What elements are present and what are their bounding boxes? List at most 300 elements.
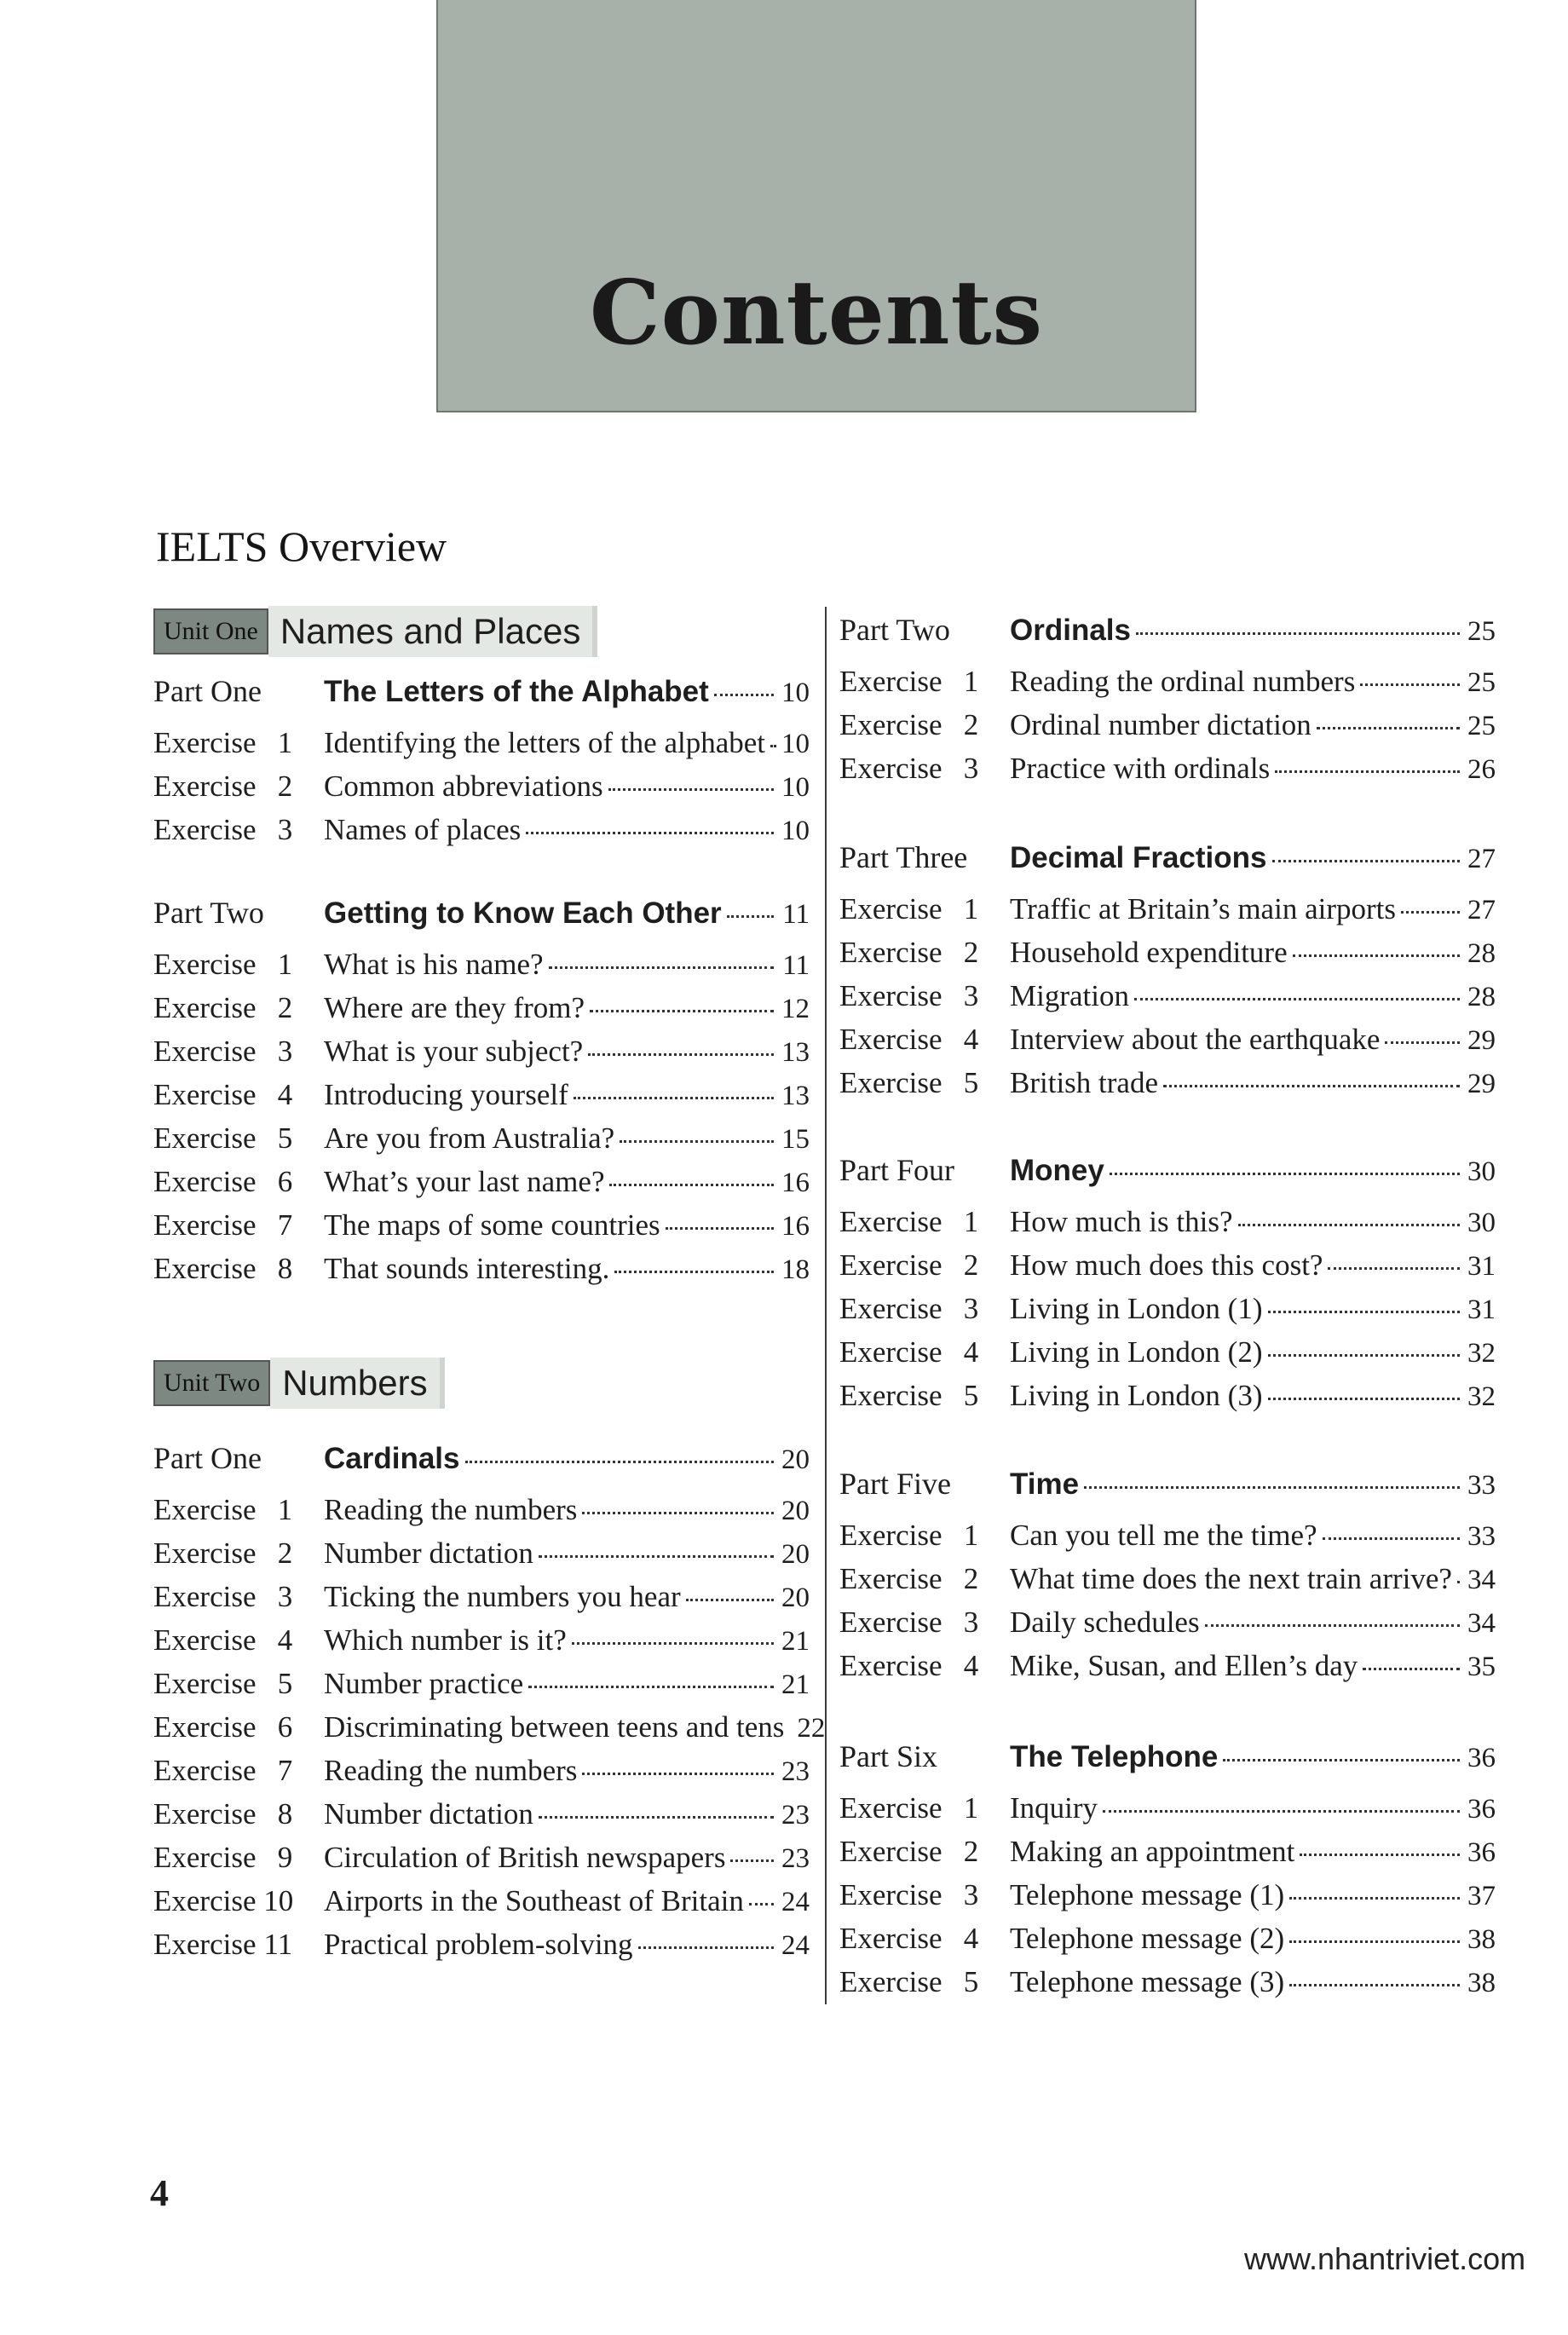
entry-number: 8 [277,1252,293,1285]
entry-label: Exercise 1 [153,1493,293,1526]
toc-exercise[interactable] [839,1379,1496,1420]
entry-label: Exercise 8 [153,1797,293,1831]
dot-leader [686,1598,774,1601]
entry-number: 5 [963,1379,979,1412]
entry-label: Exercise 3 [153,1035,293,1068]
dot-leader [1328,1266,1460,1270]
dot-leader [1323,1536,1460,1540]
dot-leader [528,1685,774,1688]
toc-exercise[interactable] [839,1335,1496,1376]
dot-leader [1385,1041,1460,1044]
entry-number: 3 [277,1580,293,1613]
entry-label: Part Two [839,613,950,647]
entry-page-number: 29 [1467,1069,1496,1099]
entry-page-number: 33 [1467,1521,1496,1552]
entry-number: 3 [963,1292,979,1325]
toc-part[interactable] [839,1152,1496,1193]
entry-label: Exercise 1 [839,1205,979,1238]
toc-exercise[interactable] [153,770,810,810]
entry-title: Living in London (2) [1010,1335,1263,1369]
entry-number: 5 [963,1965,979,1998]
entry-number: 4 [277,1078,293,1111]
entry-page-number: 25 [1467,667,1496,698]
entry-number: 7 [277,1208,293,1242]
toc-exercise[interactable] [839,752,1496,793]
toc-exercise[interactable] [153,1208,810,1249]
entry-title: Getting to Know Each Other [324,897,722,930]
toc-exercise[interactable] [153,813,810,854]
entry-label: Exercise 3 [839,1878,979,1911]
toc-part[interactable] [153,673,810,714]
entry-label: Part Six [839,1739,938,1773]
toc-part[interactable] [839,839,1496,880]
entry-page-number: 20 [781,1444,810,1475]
toc-part[interactable] [839,612,1496,653]
dot-leader [539,1554,774,1558]
entry-number: 8 [277,1797,293,1831]
entry-label: Exercise 4 [839,1335,979,1369]
entry-label: Exercise 5 [839,1965,979,1998]
dot-leader [1103,1809,1460,1813]
entry-number: 1 [963,665,979,698]
toc-exercise[interactable] [839,1562,1496,1603]
entry-page-number: 22 [797,1713,826,1744]
entry-title: What is your subject? [324,1035,584,1068]
dot-leader [749,1902,774,1905]
entry-page-number: 34 [1467,1608,1496,1639]
entry-number: 6 [277,1165,293,1198]
toc-exercise[interactable] [839,1519,1496,1560]
dot-leader [1110,1172,1460,1175]
dot-leader [539,1815,774,1819]
entry-title: Number practice [324,1667,524,1700]
entry-label: Exercise 1 [839,665,979,698]
dot-leader [614,1270,774,1273]
toc-exercise[interactable] [839,708,1496,749]
entry-number: 5 [277,1667,293,1700]
entry-label: Exercise 2 [153,991,293,1024]
dot-leader [620,1139,774,1143]
entry-number: 2 [277,991,293,1024]
entry-title: Interview about the earthquake [1010,1023,1381,1056]
toc-exercise[interactable] [839,1922,1496,1963]
entry-page-number: 20 [781,1539,810,1570]
entry-number: 10 [263,1884,294,1917]
entry-label: Exercise 1 [153,726,293,759]
entry-label: Exercise 8 [153,1252,293,1285]
toc-exercise[interactable] [839,1292,1496,1333]
entry-number: 3 [963,1606,979,1639]
dot-leader [714,693,774,696]
entry-number: 1 [963,1519,979,1552]
entry-number: 1 [277,948,293,981]
toc-exercise[interactable] [839,892,1496,933]
toc-part[interactable] [153,1440,810,1481]
entry-number: 3 [963,979,979,1012]
entry-title: That sounds interesting. [324,1252,610,1285]
entry-title: Household expenditure [1010,936,1288,969]
entry-page-number: 27 [1467,895,1496,925]
entry-page-number: 10 [781,816,810,846]
entry-page-number: 36 [1467,1837,1496,1868]
entry-label: Exercise 3 [153,1580,293,1613]
entry-label: Exercise 7 [153,1208,293,1242]
entry-page-number: 16 [781,1211,810,1242]
toc-exercise[interactable] [153,1078,810,1119]
toc-exercise[interactable] [839,1878,1496,1919]
entry-label: Exercise 1 [839,1519,979,1552]
entry-title: What is his name? [324,948,544,981]
entry-label: Exercise 2 [839,936,979,969]
entry-label: Part Five [839,1467,951,1501]
entry-title: British trade [1010,1066,1158,1099]
entry-label: Exercise 4 [153,1078,293,1111]
dot-leader [1268,1353,1461,1357]
entry-title: Mike, Susan, and Ellen’s day [1010,1649,1358,1682]
entry-title: Money [1010,1154,1104,1187]
toc-exercise[interactable] [153,1580,810,1621]
dot-leader [1268,1310,1461,1313]
entry-number: 1 [277,1493,293,1526]
entry-page-number: 15 [781,1124,810,1155]
entry-page-number: 21 [781,1669,810,1700]
entry-page-number: 38 [1467,1924,1496,1955]
entry-label: Exercise 9 [153,1841,293,1874]
entry-page-number: 28 [1467,982,1496,1012]
entry-number: 3 [963,752,979,785]
entry-number: 2 [963,1562,979,1595]
entry-number: 3 [963,1878,979,1911]
toc-exercise[interactable] [153,1165,810,1206]
entry-title: Ordinals [1010,614,1131,647]
entry-title: Decimal Fractions [1010,841,1267,874]
entry-number: 5 [277,1121,293,1155]
dot-leader [465,1460,775,1463]
entry-title: Traffic at Britain’s main airports [1010,892,1396,925]
entry-number: 4 [277,1623,293,1657]
entry-label: Exercise 4 [839,1023,979,1056]
unit-title: Numbers [270,1358,444,1409]
entry-number: 4 [963,1023,979,1056]
entry-title: Which number is it? [324,1623,567,1657]
entry-number: 3 [277,1035,293,1068]
entry-page-number: 23 [781,1800,810,1831]
dot-leader [1360,683,1460,686]
entry-page-number: 11 [782,950,810,981]
entry-number: 4 [963,1649,979,1682]
entry-label: Exercise 2 [153,770,293,803]
entry-title: Migration [1010,979,1129,1012]
unit-two-header [153,1355,445,1411]
entry-page-number: 30 [1467,1208,1496,1238]
toc-exercise[interactable] [839,1023,1496,1064]
toc-exercise[interactable] [153,948,810,989]
toc-exercise[interactable] [153,1797,810,1838]
entry-title: How much is this? [1010,1205,1233,1238]
dot-leader [526,831,774,834]
entry-title: Ordinal number dictation [1010,708,1311,741]
toc-exercise[interactable] [153,1121,810,1162]
column-divider [825,607,827,2004]
entry-number: 11 [263,1928,293,1961]
entry-page-number: 11 [782,899,810,930]
entry-label: Exercise 1 [839,1791,979,1825]
entry-label: Exercise 3 [839,1292,979,1325]
entry-number: 4 [963,1335,979,1369]
entry-title: Telephone message (2) [1010,1922,1285,1955]
entry-label: Exercise 11 [153,1928,293,1961]
entry-page-number: 37 [1467,1881,1496,1911]
dot-leader [730,1859,774,1862]
dot-leader [574,1096,774,1099]
entry-number: 2 [277,770,293,803]
entry-page-number: 25 [1467,616,1496,647]
dot-leader [638,1946,774,1949]
entry-title: What’s your last name? [324,1165,605,1198]
dot-leader [590,1009,774,1012]
entry-title: Daily schedules [1010,1606,1200,1639]
entry-number: 2 [963,1835,979,1868]
entry-page-number: 34 [1467,1565,1496,1595]
entry-page-number: 32 [1467,1381,1496,1412]
entry-page-number: 20 [781,1496,810,1526]
dot-leader [1300,1853,1460,1856]
entry-label: Exercise 3 [153,813,293,846]
entry-page-number: 33 [1467,1470,1496,1501]
entry-title: Ticking the numbers you hear [324,1580,681,1613]
entry-label: Part Three [839,840,968,874]
entry-page-number: 20 [781,1583,810,1613]
toc-exercise[interactable] [839,665,1496,706]
entry-number: 3 [277,813,293,846]
entry-page-number: 18 [781,1254,810,1285]
entry-label: Exercise 6 [153,1710,293,1744]
entry-number: 4 [963,1922,979,1955]
entry-label: Exercise 1 [153,948,293,981]
toc-exercise[interactable] [153,1035,810,1075]
toc-part[interactable] [153,895,810,936]
entry-label: Exercise 2 [839,1835,979,1868]
entry-label: Part One [153,1441,262,1475]
entry-number: 1 [963,892,979,925]
toc-exercise[interactable] [839,979,1496,1020]
entry-title: Telephone message (3) [1010,1965,1285,1998]
dot-leader [1293,954,1460,957]
footer-url[interactable]: www.nhantriviet.com [1244,2241,1526,2276]
page-number: 4 [150,2172,169,2214]
dot-leader [1401,910,1460,914]
unit-badge: Unit Two [153,1360,270,1406]
entry-title: Common abbreviations [324,770,603,803]
entry-title: Discriminating between teens and tens [324,1710,785,1744]
toc-exercise[interactable] [839,1649,1496,1690]
entry-title: Practical problem-solving [324,1928,633,1961]
unit-one-header [153,603,597,660]
entry-page-number: 31 [1467,1294,1496,1325]
entry-page-number: 16 [781,1168,810,1198]
entry-page-number: 10 [781,729,810,759]
dot-leader [1205,1623,1460,1627]
toc-exercise[interactable] [153,1928,810,1969]
entry-title: The Letters of the Alphabet [324,675,709,708]
entry-title: Telephone message (1) [1010,1878,1285,1911]
unit-badge: Unit One [153,608,268,654]
dot-leader [1272,859,1461,862]
entry-number: 5 [963,1066,979,1099]
entry-title: Introducing yourself [324,1078,568,1111]
entry-page-number: 13 [781,1081,810,1111]
toc-part[interactable] [839,1738,1496,1779]
entry-label: Exercise 5 [153,1667,293,1700]
entry-number: 2 [963,936,979,969]
entry-title: What time does the next train arrive? [1010,1562,1452,1595]
dot-leader [549,966,774,969]
toc-exercise[interactable] [839,1791,1496,1832]
entry-number: 1 [277,726,293,759]
entry-title: The Telephone [1010,1740,1219,1773]
dot-leader [727,914,774,918]
toc-exercise[interactable] [153,1754,810,1795]
entry-label: Exercise 3 [839,752,979,785]
entry-number: 6 [277,1710,293,1744]
dot-leader [1084,1485,1460,1489]
dot-leader [1289,1983,1460,1986]
dot-leader [1163,1084,1460,1087]
ielts-overview-heading: IELTS Overview [156,522,447,570]
entry-page-number: 32 [1467,1338,1496,1369]
entry-number: 7 [277,1754,293,1787]
contents-title-box [436,0,1196,412]
entry-label: Part Four [839,1153,954,1187]
entry-label: Part One [153,674,262,708]
entry-page-number: 23 [781,1756,810,1787]
entry-page-number: 29 [1467,1025,1496,1056]
entry-page-number: 24 [781,1930,810,1961]
dot-leader [1134,997,1460,1000]
entry-title: Are you from Australia? [324,1121,615,1155]
toc-exercise[interactable] [153,1623,810,1664]
dot-leader [582,1511,774,1514]
dot-leader [1238,1223,1460,1226]
entry-title: Circulation of British newspapers [324,1841,726,1874]
toc-exercise[interactable] [839,936,1496,977]
toc-exercise[interactable] [153,1493,810,1534]
entry-label: Exercise 4 [839,1649,979,1682]
toc-exercise[interactable] [839,1606,1496,1646]
dot-leader [1268,1397,1461,1400]
entry-number: 9 [277,1841,293,1874]
entry-page-number: 30 [1467,1156,1496,1187]
entry-title: Making an appointment [1010,1835,1295,1868]
dot-leader [572,1641,774,1645]
entry-title: Number dictation [324,1797,533,1831]
toc-exercise[interactable] [153,1536,810,1577]
entry-label: Exercise 5 [839,1379,979,1412]
toc-exercise[interactable] [839,1835,1496,1876]
dot-leader [1223,1758,1460,1761]
dot-leader [1289,1896,1460,1900]
entry-title: Cardinals [324,1442,460,1475]
toc-exercise[interactable] [153,1667,810,1708]
entry-label: Exercise 2 [839,708,979,741]
entry-title: Reading the ordinal numbers [1010,665,1356,698]
entry-title: Living in London (1) [1010,1292,1263,1325]
entry-title: Airports in the Southeast of Britain [324,1884,744,1917]
entry-title: Reading the numbers [324,1754,578,1787]
toc-exercise[interactable] [153,1884,810,1925]
toc-exercise[interactable] [839,1965,1496,2006]
entry-label: Exercise 5 [839,1066,979,1099]
dot-leader [770,744,774,747]
unit-title: Names and Places [268,606,598,657]
entry-title: Can you tell me the time? [1010,1519,1317,1552]
dot-leader [588,1052,774,1056]
entry-label: Exercise 2 [839,1562,979,1595]
entry-number: 2 [277,1536,293,1570]
toc-part[interactable] [839,1466,1496,1507]
entry-title: How much does this cost? [1010,1248,1323,1282]
entry-label: Exercise 10 [153,1884,294,1917]
entry-title: Inquiry [1010,1791,1098,1825]
entry-page-number: 10 [781,772,810,803]
entry-label: Exercise 1 [839,892,979,925]
entry-page-number: 26 [1467,754,1496,785]
entry-label: Exercise 4 [153,1623,293,1657]
toc-exercise[interactable] [153,1841,810,1882]
entry-number: 2 [963,1248,979,1282]
dot-leader [1363,1667,1460,1670]
dot-leader [608,787,774,791]
toc-exercise[interactable] [153,991,810,1032]
entry-title: Where are they from? [324,991,585,1024]
toc-exercise[interactable] [839,1205,1496,1246]
entry-page-number: 31 [1467,1251,1496,1282]
entry-title: Reading the numbers [324,1493,578,1526]
entry-label: Exercise 6 [153,1165,293,1198]
dot-leader [1289,1940,1460,1943]
dot-leader [666,1226,774,1230]
entry-title: The maps of some countries [324,1208,660,1242]
dot-leader [609,1183,774,1186]
toc-exercise[interactable] [839,1248,1496,1289]
entry-page-number: 35 [1467,1652,1496,1682]
entry-number: 1 [963,1791,979,1825]
entry-number: 2 [963,708,979,741]
entry-title: Time [1010,1467,1080,1501]
dot-leader [1317,726,1460,729]
toc-exercise[interactable] [153,1252,810,1293]
entry-page-number: 36 [1467,1794,1496,1825]
entry-title: Practice with ordinals [1010,752,1271,785]
entry-page-number: 27 [1467,844,1496,874]
entry-label: Exercise 2 [153,1536,293,1570]
toc-exercise[interactable] [153,726,810,767]
entry-page-number: 24 [781,1887,810,1917]
dot-leader [1275,770,1460,773]
entry-label: Exercise 4 [839,1922,979,1955]
entry-page-number: 13 [781,1037,810,1068]
entry-label: Exercise 3 [839,979,979,1012]
dot-leader [1457,1580,1460,1583]
toc-exercise[interactable] [839,1066,1496,1107]
entry-label: Exercise 7 [153,1754,293,1787]
entry-title: Identifying the letters of the alphabet [324,726,766,759]
entry-number: 1 [963,1205,979,1238]
entry-label: Exercise 3 [839,1606,979,1639]
toc-exercise[interactable] [153,1710,826,1751]
entry-label: Exercise 5 [153,1121,293,1155]
entry-title: Number dictation [324,1536,533,1570]
